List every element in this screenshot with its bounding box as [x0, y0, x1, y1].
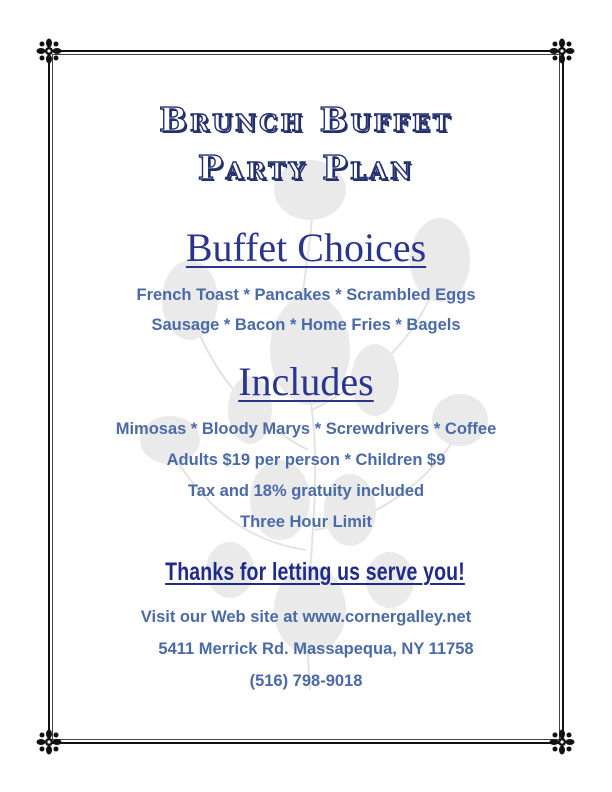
includes-line-4: Three Hour Limit: [239, 513, 372, 531]
address-line: 5411 Merrick Rd. Massapequa, NY 11758: [158, 640, 474, 658]
title-line-2: Party Plan: [197, 148, 415, 187]
title-line-1: Brunch Buffet: [159, 100, 453, 139]
includes-heading: Includes: [238, 359, 374, 404]
website-line: Visit our Web site at www.cornergalley.net: [140, 608, 472, 626]
choices-line-2: Sausage * Bacon * Home Fries * Bagels: [151, 316, 461, 334]
buffet-choices-heading: Buffet Choices: [185, 225, 427, 270]
includes-line-1: Mimosas * Bloody Marys * Screwdrivers * Coffee: [115, 420, 497, 438]
thanks-message: Thanks for letting us serve you!: [165, 558, 465, 586]
includes-line-3: Tax and 18% gratuity included: [187, 482, 425, 500]
phone-line: (516) 798-9018: [249, 672, 363, 690]
choices-line-1: French Toast * Pancakes * Scrambled Eggs: [136, 286, 476, 304]
includes-line-2: Adults $19 per person * Children $9: [166, 451, 446, 469]
